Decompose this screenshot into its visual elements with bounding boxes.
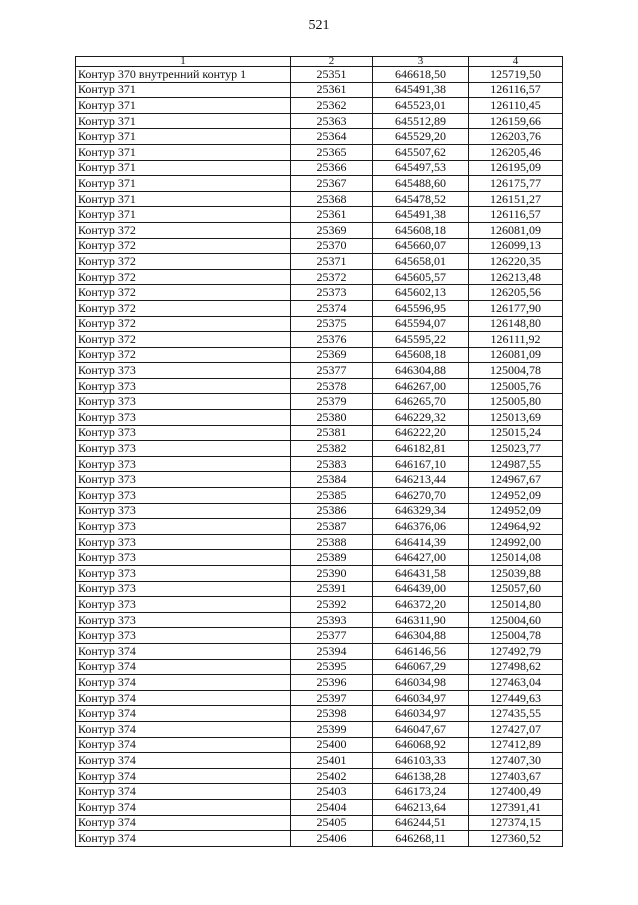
table-row	[76, 612, 563, 628]
x-coordinate-cell: 646304,88	[373, 363, 469, 379]
x-coordinate-cell: 646068,92	[373, 737, 469, 753]
point-number-cell: 25351	[291, 67, 373, 83]
x-coordinate-cell: 646182,81	[373, 441, 469, 457]
contour-name-cell: Контур 373	[76, 628, 291, 644]
contour-name-cell: Контур 371	[76, 144, 291, 160]
contour-name-cell: Контур 373	[76, 581, 291, 597]
x-coordinate-cell: 645497,53	[373, 160, 469, 176]
point-number-cell: 25389	[291, 550, 373, 566]
x-coordinate-cell: 646034,97	[373, 690, 469, 706]
point-number-cell: 25382	[291, 441, 373, 457]
y-coordinate-cell: 125004,78	[469, 363, 563, 379]
table-row	[76, 144, 563, 160]
y-coordinate-cell: 127360,52	[469, 831, 563, 847]
point-number-cell: 25363	[291, 113, 373, 129]
page-number: 521	[308, 18, 330, 33]
contour-name-cell: Контур 372	[76, 254, 291, 270]
point-number-cell: 25398	[291, 706, 373, 722]
x-coordinate-cell: 646047,67	[373, 721, 469, 737]
point-number-cell: 25379	[291, 394, 373, 410]
x-coordinate-cell: 646146,56	[373, 643, 469, 659]
contour-name-cell: Контур 373	[76, 394, 291, 410]
y-coordinate-cell: 126159,66	[469, 113, 563, 129]
point-number-cell: 25366	[291, 160, 373, 176]
table-row	[76, 332, 563, 348]
point-number-cell: 25369	[291, 347, 373, 363]
point-number-cell: 25378	[291, 378, 373, 394]
y-coordinate-cell: 124952,09	[469, 503, 563, 519]
contour-name-cell: Контур 371	[76, 176, 291, 192]
x-coordinate-cell: 646213,64	[373, 799, 469, 815]
x-coordinate-cell: 645595,22	[373, 332, 469, 348]
point-number-cell: 25404	[291, 799, 373, 815]
y-coordinate-cell: 126203,76	[469, 129, 563, 145]
table-row	[76, 363, 563, 379]
table-row	[76, 410, 563, 426]
table-row	[76, 628, 563, 644]
x-coordinate-cell: 646103,33	[373, 753, 469, 769]
point-number-cell: 25381	[291, 425, 373, 441]
table-row	[76, 831, 563, 847]
contour-name-cell: Контур 372	[76, 300, 291, 316]
point-number-cell: 25361	[291, 207, 373, 223]
table-row	[76, 566, 563, 582]
contour-name-cell: Контур 373	[76, 425, 291, 441]
column-header-point-number: 2	[291, 57, 373, 67]
point-number-cell: 25405	[291, 815, 373, 831]
point-number-cell: 25386	[291, 503, 373, 519]
point-number-cell: 25374	[291, 300, 373, 316]
contour-name-cell: Контур 373	[76, 456, 291, 472]
y-coordinate-cell: 125005,80	[469, 394, 563, 410]
y-coordinate-cell: 125057,60	[469, 581, 563, 597]
y-coordinate-cell: 126110,45	[469, 98, 563, 114]
point-number-cell: 25394	[291, 643, 373, 659]
contour-name-cell: Контур 372	[76, 222, 291, 238]
contour-name-cell: Контур 374	[76, 721, 291, 737]
table-row	[76, 222, 563, 238]
table-row	[76, 238, 563, 254]
y-coordinate-cell: 125023,77	[469, 441, 563, 457]
y-coordinate-cell: 126220,35	[469, 254, 563, 270]
table-row	[76, 98, 563, 114]
x-coordinate-cell: 645491,38	[373, 207, 469, 223]
table-row	[76, 488, 563, 504]
y-coordinate-cell: 127435,55	[469, 706, 563, 722]
point-number-cell: 25402	[291, 768, 373, 784]
point-number-cell: 25401	[291, 753, 373, 769]
table-row	[76, 706, 563, 722]
contour-name-cell: Контур 374	[76, 831, 291, 847]
y-coordinate-cell: 124987,55	[469, 456, 563, 472]
x-coordinate-cell: 645529,20	[373, 129, 469, 145]
table-row	[76, 799, 563, 815]
y-coordinate-cell: 125005,76	[469, 378, 563, 394]
table-row	[76, 300, 563, 316]
point-number-cell: 25390	[291, 566, 373, 582]
contour-name-cell: Контур 372	[76, 332, 291, 348]
table-row	[76, 82, 563, 98]
table-row	[76, 534, 563, 550]
point-number-cell: 25376	[291, 332, 373, 348]
contour-name-cell: Контур 373	[76, 378, 291, 394]
table-row	[76, 67, 563, 83]
x-coordinate-cell: 645523,01	[373, 98, 469, 114]
table-row	[76, 316, 563, 332]
point-number-cell: 25403	[291, 784, 373, 800]
contour-name-cell: Контур 370 внутренний контур 1	[76, 67, 291, 83]
x-coordinate-cell: 645488,60	[373, 176, 469, 192]
y-coordinate-cell: 124964,92	[469, 519, 563, 535]
contour-name-cell: Контур 373	[76, 410, 291, 426]
y-coordinate-cell: 125004,60	[469, 612, 563, 628]
x-coordinate-cell: 645512,89	[373, 113, 469, 129]
contour-name-cell: Контур 372	[76, 285, 291, 301]
table-row	[76, 176, 563, 192]
table-row	[76, 269, 563, 285]
table-row	[76, 207, 563, 223]
x-coordinate-cell: 646244,51	[373, 815, 469, 831]
point-number-cell: 25377	[291, 363, 373, 379]
x-coordinate-cell: 645491,38	[373, 82, 469, 98]
table-row	[76, 472, 563, 488]
contour-name-cell: Контур 373	[76, 519, 291, 535]
table-row	[76, 456, 563, 472]
table-row	[76, 737, 563, 753]
point-number-cell: 25383	[291, 456, 373, 472]
contour-name-cell: Контур 373	[76, 597, 291, 613]
point-number-cell: 25369	[291, 222, 373, 238]
x-coordinate-cell: 645608,18	[373, 222, 469, 238]
x-coordinate-cell: 646268,11	[373, 831, 469, 847]
contour-name-cell: Контур 373	[76, 441, 291, 457]
point-number-cell: 25364	[291, 129, 373, 145]
table-row	[76, 254, 563, 270]
contour-name-cell: Контур 371	[76, 82, 291, 98]
point-number-cell: 25393	[291, 612, 373, 628]
point-number-cell: 25370	[291, 238, 373, 254]
y-coordinate-cell: 127463,04	[469, 675, 563, 691]
point-number-cell: 25399	[291, 721, 373, 737]
y-coordinate-cell: 127449,63	[469, 690, 563, 706]
y-coordinate-cell: 127498,62	[469, 659, 563, 675]
x-coordinate-cell: 646618,50	[373, 67, 469, 83]
table-row	[76, 425, 563, 441]
y-coordinate-cell: 127403,67	[469, 768, 563, 784]
y-coordinate-cell: 126081,09	[469, 347, 563, 363]
x-coordinate-cell: 646229,32	[373, 410, 469, 426]
point-number-cell: 25365	[291, 144, 373, 160]
x-coordinate-cell: 646270,70	[373, 488, 469, 504]
table-row	[76, 394, 563, 410]
y-coordinate-cell: 127407,30	[469, 753, 563, 769]
x-coordinate-cell: 646213,44	[373, 472, 469, 488]
contour-name-cell: Контур 373	[76, 566, 291, 582]
x-coordinate-cell: 646304,88	[373, 628, 469, 644]
x-coordinate-cell: 645507,62	[373, 144, 469, 160]
x-coordinate-cell: 646267,00	[373, 378, 469, 394]
table-row	[76, 550, 563, 566]
x-coordinate-cell: 645605,57	[373, 269, 469, 285]
point-number-cell: 25392	[291, 597, 373, 613]
y-coordinate-cell: 125014,08	[469, 550, 563, 566]
y-coordinate-cell: 126099,13	[469, 238, 563, 254]
table-row	[76, 503, 563, 519]
contour-name-cell: Контур 374	[76, 784, 291, 800]
y-coordinate-cell: 125719,50	[469, 67, 563, 83]
contour-name-cell: Контур 371	[76, 129, 291, 145]
table-row	[76, 643, 563, 659]
table-row	[76, 347, 563, 363]
y-coordinate-cell: 126205,56	[469, 285, 563, 301]
y-coordinate-cell: 126151,27	[469, 191, 563, 207]
table-row	[76, 519, 563, 535]
x-coordinate-cell: 646372,20	[373, 597, 469, 613]
y-coordinate-cell: 126081,09	[469, 222, 563, 238]
column-header-x-coordinate: 3	[373, 57, 469, 67]
contour-name-cell: Контур 374	[76, 799, 291, 815]
y-coordinate-cell: 124952,09	[469, 488, 563, 504]
table-row	[76, 721, 563, 737]
x-coordinate-cell: 646067,29	[373, 659, 469, 675]
x-coordinate-cell: 645658,01	[373, 254, 469, 270]
y-coordinate-cell: 126175,77	[469, 176, 563, 192]
x-coordinate-cell: 645596,95	[373, 300, 469, 316]
contour-name-cell: Контур 373	[76, 488, 291, 504]
table-row	[76, 753, 563, 769]
y-coordinate-cell: 126177,90	[469, 300, 563, 316]
contour-name-cell: Контур 373	[76, 503, 291, 519]
contour-name-cell: Контур 373	[76, 534, 291, 550]
x-coordinate-cell: 646034,97	[373, 706, 469, 722]
contour-name-cell: Контур 371	[76, 113, 291, 129]
point-number-cell: 25388	[291, 534, 373, 550]
y-coordinate-cell: 126116,57	[469, 82, 563, 98]
y-coordinate-cell: 124967,67	[469, 472, 563, 488]
point-number-cell: 25391	[291, 581, 373, 597]
table-body	[76, 67, 563, 847]
x-coordinate-cell: 646414,39	[373, 534, 469, 550]
point-number-cell: 25368	[291, 191, 373, 207]
x-coordinate-cell: 646427,00	[373, 550, 469, 566]
contour-name-cell: Контур 374	[76, 815, 291, 831]
x-coordinate-cell: 646311,90	[373, 612, 469, 628]
point-number-cell: 25371	[291, 254, 373, 270]
y-coordinate-cell: 125004,78	[469, 628, 563, 644]
point-number-cell: 25375	[291, 316, 373, 332]
contour-name-cell: Контур 371	[76, 191, 291, 207]
point-number-cell: 25406	[291, 831, 373, 847]
contour-name-cell: Контур 374	[76, 643, 291, 659]
y-coordinate-cell: 126205,46	[469, 144, 563, 160]
y-coordinate-cell: 126116,57	[469, 207, 563, 223]
table-row	[76, 129, 563, 145]
x-coordinate-cell: 646034,98	[373, 675, 469, 691]
x-coordinate-cell: 645608,18	[373, 347, 469, 363]
table-row	[76, 690, 563, 706]
point-number-cell: 25373	[291, 285, 373, 301]
y-coordinate-cell: 127374,15	[469, 815, 563, 831]
contour-name-cell: Контур 374	[76, 706, 291, 722]
contour-name-cell: Контур 372	[76, 238, 291, 254]
x-coordinate-cell: 646222,20	[373, 425, 469, 441]
table-row	[76, 581, 563, 597]
point-number-cell: 25385	[291, 488, 373, 504]
contour-name-cell: Контур 374	[76, 690, 291, 706]
point-number-cell: 25397	[291, 690, 373, 706]
x-coordinate-cell: 646376,06	[373, 519, 469, 535]
x-coordinate-cell: 646167,10	[373, 456, 469, 472]
contour-name-cell: Контур 374	[76, 737, 291, 753]
point-number-cell: 25361	[291, 82, 373, 98]
table-row	[76, 597, 563, 613]
contour-name-cell: Контур 371	[76, 160, 291, 176]
y-coordinate-cell: 127427,07	[469, 721, 563, 737]
point-number-cell: 25396	[291, 675, 373, 691]
contour-name-cell: Контур 372	[76, 347, 291, 363]
y-coordinate-cell: 126111,92	[469, 332, 563, 348]
contour-name-cell: Контур 373	[76, 363, 291, 379]
contour-name-cell: Контур 374	[76, 753, 291, 769]
y-coordinate-cell: 125015,24	[469, 425, 563, 441]
point-number-cell: 25387	[291, 519, 373, 535]
contour-name-cell: Контур 371	[76, 98, 291, 114]
y-coordinate-cell: 127492,79	[469, 643, 563, 659]
contour-name-cell: Контур 372	[76, 316, 291, 332]
coordinates-table	[75, 56, 563, 847]
table-row	[76, 191, 563, 207]
y-coordinate-cell: 125039,88	[469, 566, 563, 582]
y-coordinate-cell: 126213,48	[469, 269, 563, 285]
x-coordinate-cell: 646173,24	[373, 784, 469, 800]
x-coordinate-cell: 645660,07	[373, 238, 469, 254]
contour-name-cell: Контур 374	[76, 659, 291, 675]
point-number-cell: 25395	[291, 659, 373, 675]
point-number-cell: 25367	[291, 176, 373, 192]
header-row	[76, 57, 563, 67]
table-row	[76, 675, 563, 691]
table-row	[76, 659, 563, 675]
point-number-cell: 25384	[291, 472, 373, 488]
table-header	[76, 57, 563, 67]
table-row	[76, 285, 563, 301]
contour-name-cell: Контур 374	[76, 768, 291, 784]
column-header-y-coordinate: 4	[469, 57, 563, 67]
y-coordinate-cell: 127400,49	[469, 784, 563, 800]
point-number-cell: 25380	[291, 410, 373, 426]
point-number-cell: 25377	[291, 628, 373, 644]
contour-name-cell: Контур 373	[76, 612, 291, 628]
x-coordinate-cell: 646138,28	[373, 768, 469, 784]
table-row	[76, 160, 563, 176]
x-coordinate-cell: 646431,58	[373, 566, 469, 582]
y-coordinate-cell: 126195,09	[469, 160, 563, 176]
table-row	[76, 378, 563, 394]
x-coordinate-cell: 646265,70	[373, 394, 469, 410]
point-number-cell: 25362	[291, 98, 373, 114]
point-number-cell: 25400	[291, 737, 373, 753]
x-coordinate-cell: 645602,13	[373, 285, 469, 301]
table-row	[76, 441, 563, 457]
contour-name-cell: Контур 373	[76, 472, 291, 488]
table-row	[76, 768, 563, 784]
y-coordinate-cell: 125014,80	[469, 597, 563, 613]
y-coordinate-cell: 125013,69	[469, 410, 563, 426]
x-coordinate-cell: 645478,52	[373, 191, 469, 207]
x-coordinate-cell: 645594,07	[373, 316, 469, 332]
table-row	[76, 815, 563, 831]
contour-name-cell: Контур 373	[76, 550, 291, 566]
y-coordinate-cell: 126148,80	[469, 316, 563, 332]
contour-name-cell: Контур 371	[76, 207, 291, 223]
x-coordinate-cell: 646439,00	[373, 581, 469, 597]
table-row	[76, 113, 563, 129]
contour-name-cell: Контур 374	[76, 675, 291, 691]
x-coordinate-cell: 646329,34	[373, 503, 469, 519]
point-number-cell: 25372	[291, 269, 373, 285]
y-coordinate-cell: 127412,89	[469, 737, 563, 753]
y-coordinate-cell: 127391,41	[469, 799, 563, 815]
contour-name-cell: Контур 372	[76, 269, 291, 285]
y-coordinate-cell: 124992,00	[469, 534, 563, 550]
table-row	[76, 784, 563, 800]
column-header-contour: 1	[76, 57, 291, 67]
